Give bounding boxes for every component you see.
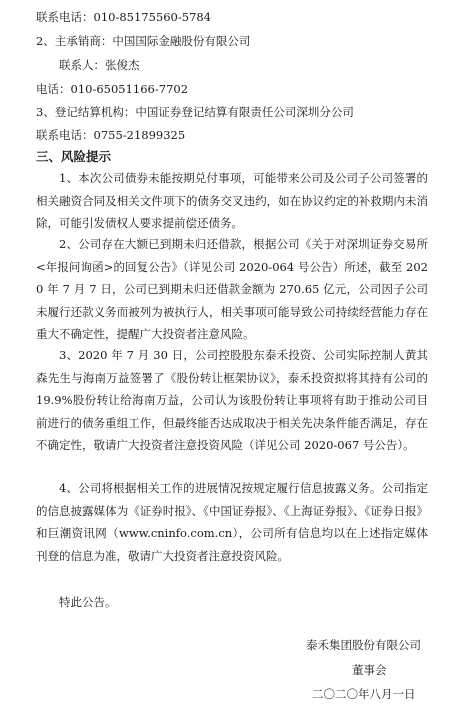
closing-statement: 特此公告。 [59,595,117,609]
risk-paragraph-3: 3、2020 年 7 月 30 日，公司控股股东泰禾投资、公司实际控制人黄其森先生与海南万益签署了《股份转让框架协议》，泰禾投资拟将其持有公司的 19.9%股份转让给海南万益，公司认为该股份转让事项将有助于推动公司目前进行的债务重组工作，但最终能否达成取决于相关先决条件能否满足，存在不确定性，敬请广大投资者注意投资风险（详见公司 2020-067 号公告）。 [36,348,428,452]
contact-phone-3: 联系电话：0755-21899325 [36,128,186,142]
lead-underwriter: 2、主承销商：中国国际金融股份有限公司 [36,34,251,48]
risk-paragraph-1: 1、本次公司债券未能按期兑付事项，可能带来公司及公司子公司签署的相关融资合同及相关文件项下的债务交叉违约，如在协议约定的补救期内未消除，可能引发债权人要求提前偿还债务。 [36,171,428,230]
section-heading: 三、风险提示 [36,149,112,164]
registration-agency: 3、登记结算机构：中国证券登记结算有限责任公司深圳分公司 [36,105,354,119]
risk-paragraph-2: 2、公司存在大额已到期未归还借款，根据公司《关于对深圳证券交易所<年报问询函>的回复公告》（详见公司 2020-064 号公告）所述，截至 2020 年 7 月 7 日，公司已到期未归还借款金额为 270.65 亿元，公司因子公司未履行还款义务而被列为被执行人，相关事项可能导致公司持续经营能力存在重大不确定性，提醒广大投资者注意风险。 [36,237,428,341]
contact-person: 联系人：张俊杰 [59,58,140,72]
signature-date: 二〇二〇年八月一日 [312,687,416,701]
contact-phone-2: 电话：010-65051166-7702 [36,82,189,96]
signature-board: 董事会 [352,663,387,677]
signature-company: 泰禾集团股份有限公司 [306,638,421,652]
contact-phone-1: 联系电话：010-85175560-5784 [36,10,212,24]
risk-paragraph-4: 4、公司将根据相关工作的进展情况按规定履行信息披露义务。公司指定的信息披露媒体为《证券时报》、《中国证券报》、《上海证券报》、《证券日报》和巨潮资讯网（www.cninfo.com.cn），公司所有信息均以在上述指定媒体刊登的信息为准，敬请广大投资者注意投资风险。 [36,481,428,563]
